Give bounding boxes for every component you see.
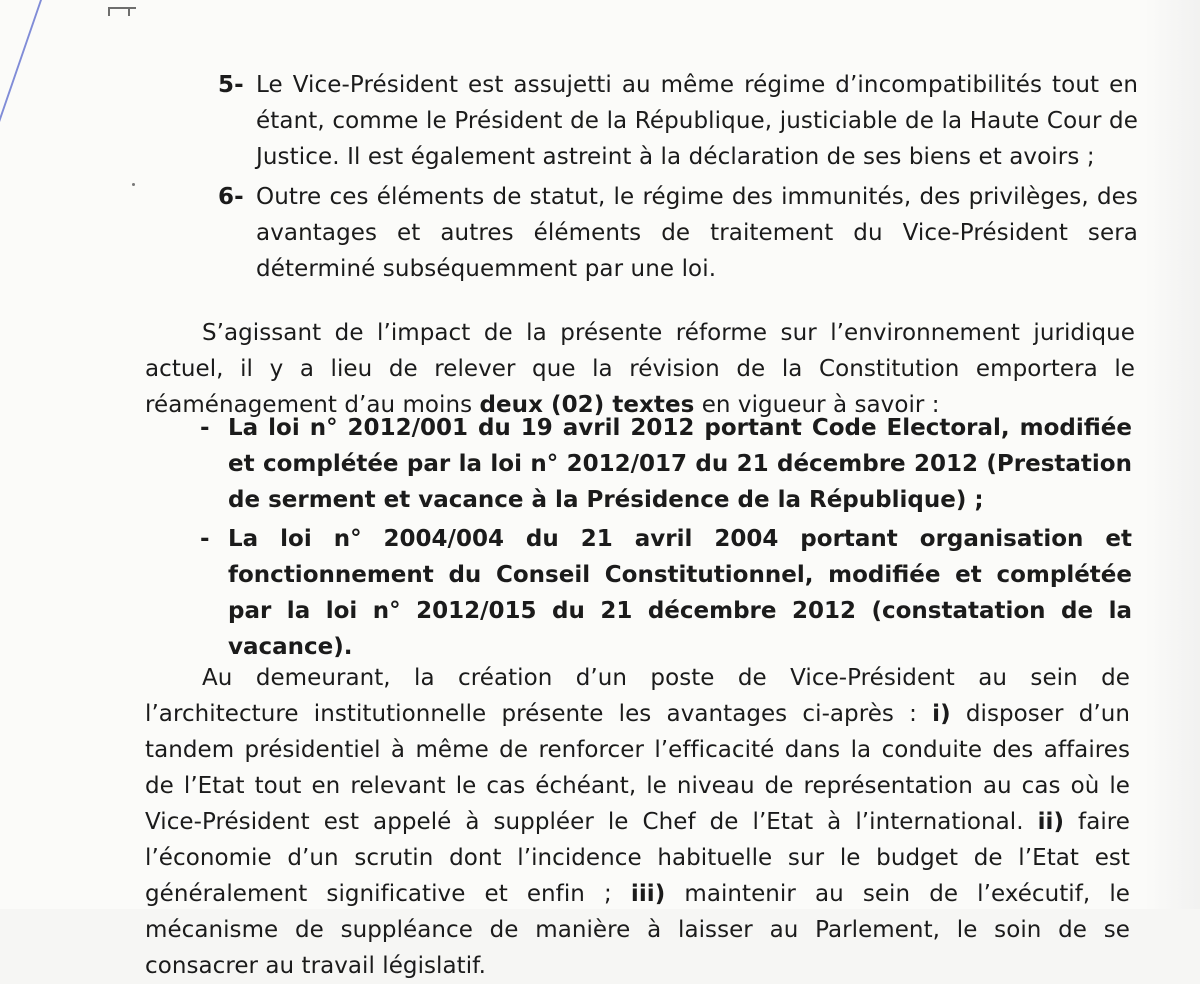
impact-paragraph [145, 315, 1135, 423]
item-text: Le Vice-Président est assujetti au même régime d’incompatibilités tout en étant, comme le Président de la République, justiciable de la Haute Cour de Justice. Il est également astreint à la déclaration de ses biens et avoirs ; [256, 72, 1138, 170]
scan-top-mark [108, 7, 136, 9]
list-dash: - [200, 526, 210, 552]
advantage-i-text: disposer d’un tandem présidentiel à même de renforcer l’efficacité dans la conduite des affaires de l’Etat tout en relevant le cas échéant, le niveau de représentation au cas où le Vice-Président est appelé à suppléer le Chef de l’Etat à l’international. [145, 701, 1130, 835]
page-edge-shadow [1145, 0, 1200, 909]
scan-margin-line [0, 0, 42, 205]
law-text: La loi n° 2004/004 du 21 avril 2004 portant organisation et fonctionnement du Conseil Constitutionnel, modifiée et complétée par la loi n° 2012/015 du 21 décembre 2012 (constatation de la vacance). [228, 526, 1132, 660]
impact-paragraph-text: S’agissant de l’impact de la présente réforme sur l’environnement juridique actuel, il y a lieu de relever que la révision de la Constitution emportera le réaménagement d’au moins [145, 320, 1135, 418]
advantages-paragraph [145, 660, 1130, 984]
law-text: La loi n° 2012/001 du 19 avril 2012 portant Code Electoral, modifiée et complétée par la loi n° 2012/017 du 21 décembre 2012 (Prestation de serment et vacance à la Présidence de la République) ; [228, 415, 1132, 513]
advantage-marker-i: i) [932, 701, 951, 727]
scan-dot [132, 183, 135, 186]
item-number: 6- [218, 184, 244, 210]
advantages-intro: Au demeurant, la création d’un poste de Vice-Président au sein de l’architecture institutionnelle présente les avantages ci-après : [145, 665, 1130, 727]
numbered-item-5 [218, 67, 1138, 175]
list-dash: - [200, 415, 210, 441]
advantage-marker-iii: iii) [630, 881, 666, 907]
item-number: 5- [218, 72, 244, 98]
numbered-item-6 [218, 179, 1138, 287]
law-list-item [200, 521, 1132, 665]
advantage-marker-ii: ii) [1037, 809, 1065, 835]
impact-paragraph-ending: en vigueur à savoir : [694, 392, 940, 418]
advantage-ii-text: faire l’économie d’un scrutin dont l’incidence habituelle sur le budget de l’Etat est généralement significative et enfin ; [145, 809, 1130, 907]
law-list-item [200, 410, 1132, 518]
item-text: Outre ces éléments de statut, le régime des immunités, des privilèges, des avantages et autres éléments de traitement du Vice-Président sera déterminé subséquemment par une loi. [256, 184, 1138, 282]
bold-text-count: deux (02) textes [479, 392, 695, 418]
advantage-iii-text: maintenir au sein de l’exécutif, le mécanisme de suppléance de manière à laisser au Parlement, le soin de se consacrer au travail législatif. [145, 881, 1130, 979]
